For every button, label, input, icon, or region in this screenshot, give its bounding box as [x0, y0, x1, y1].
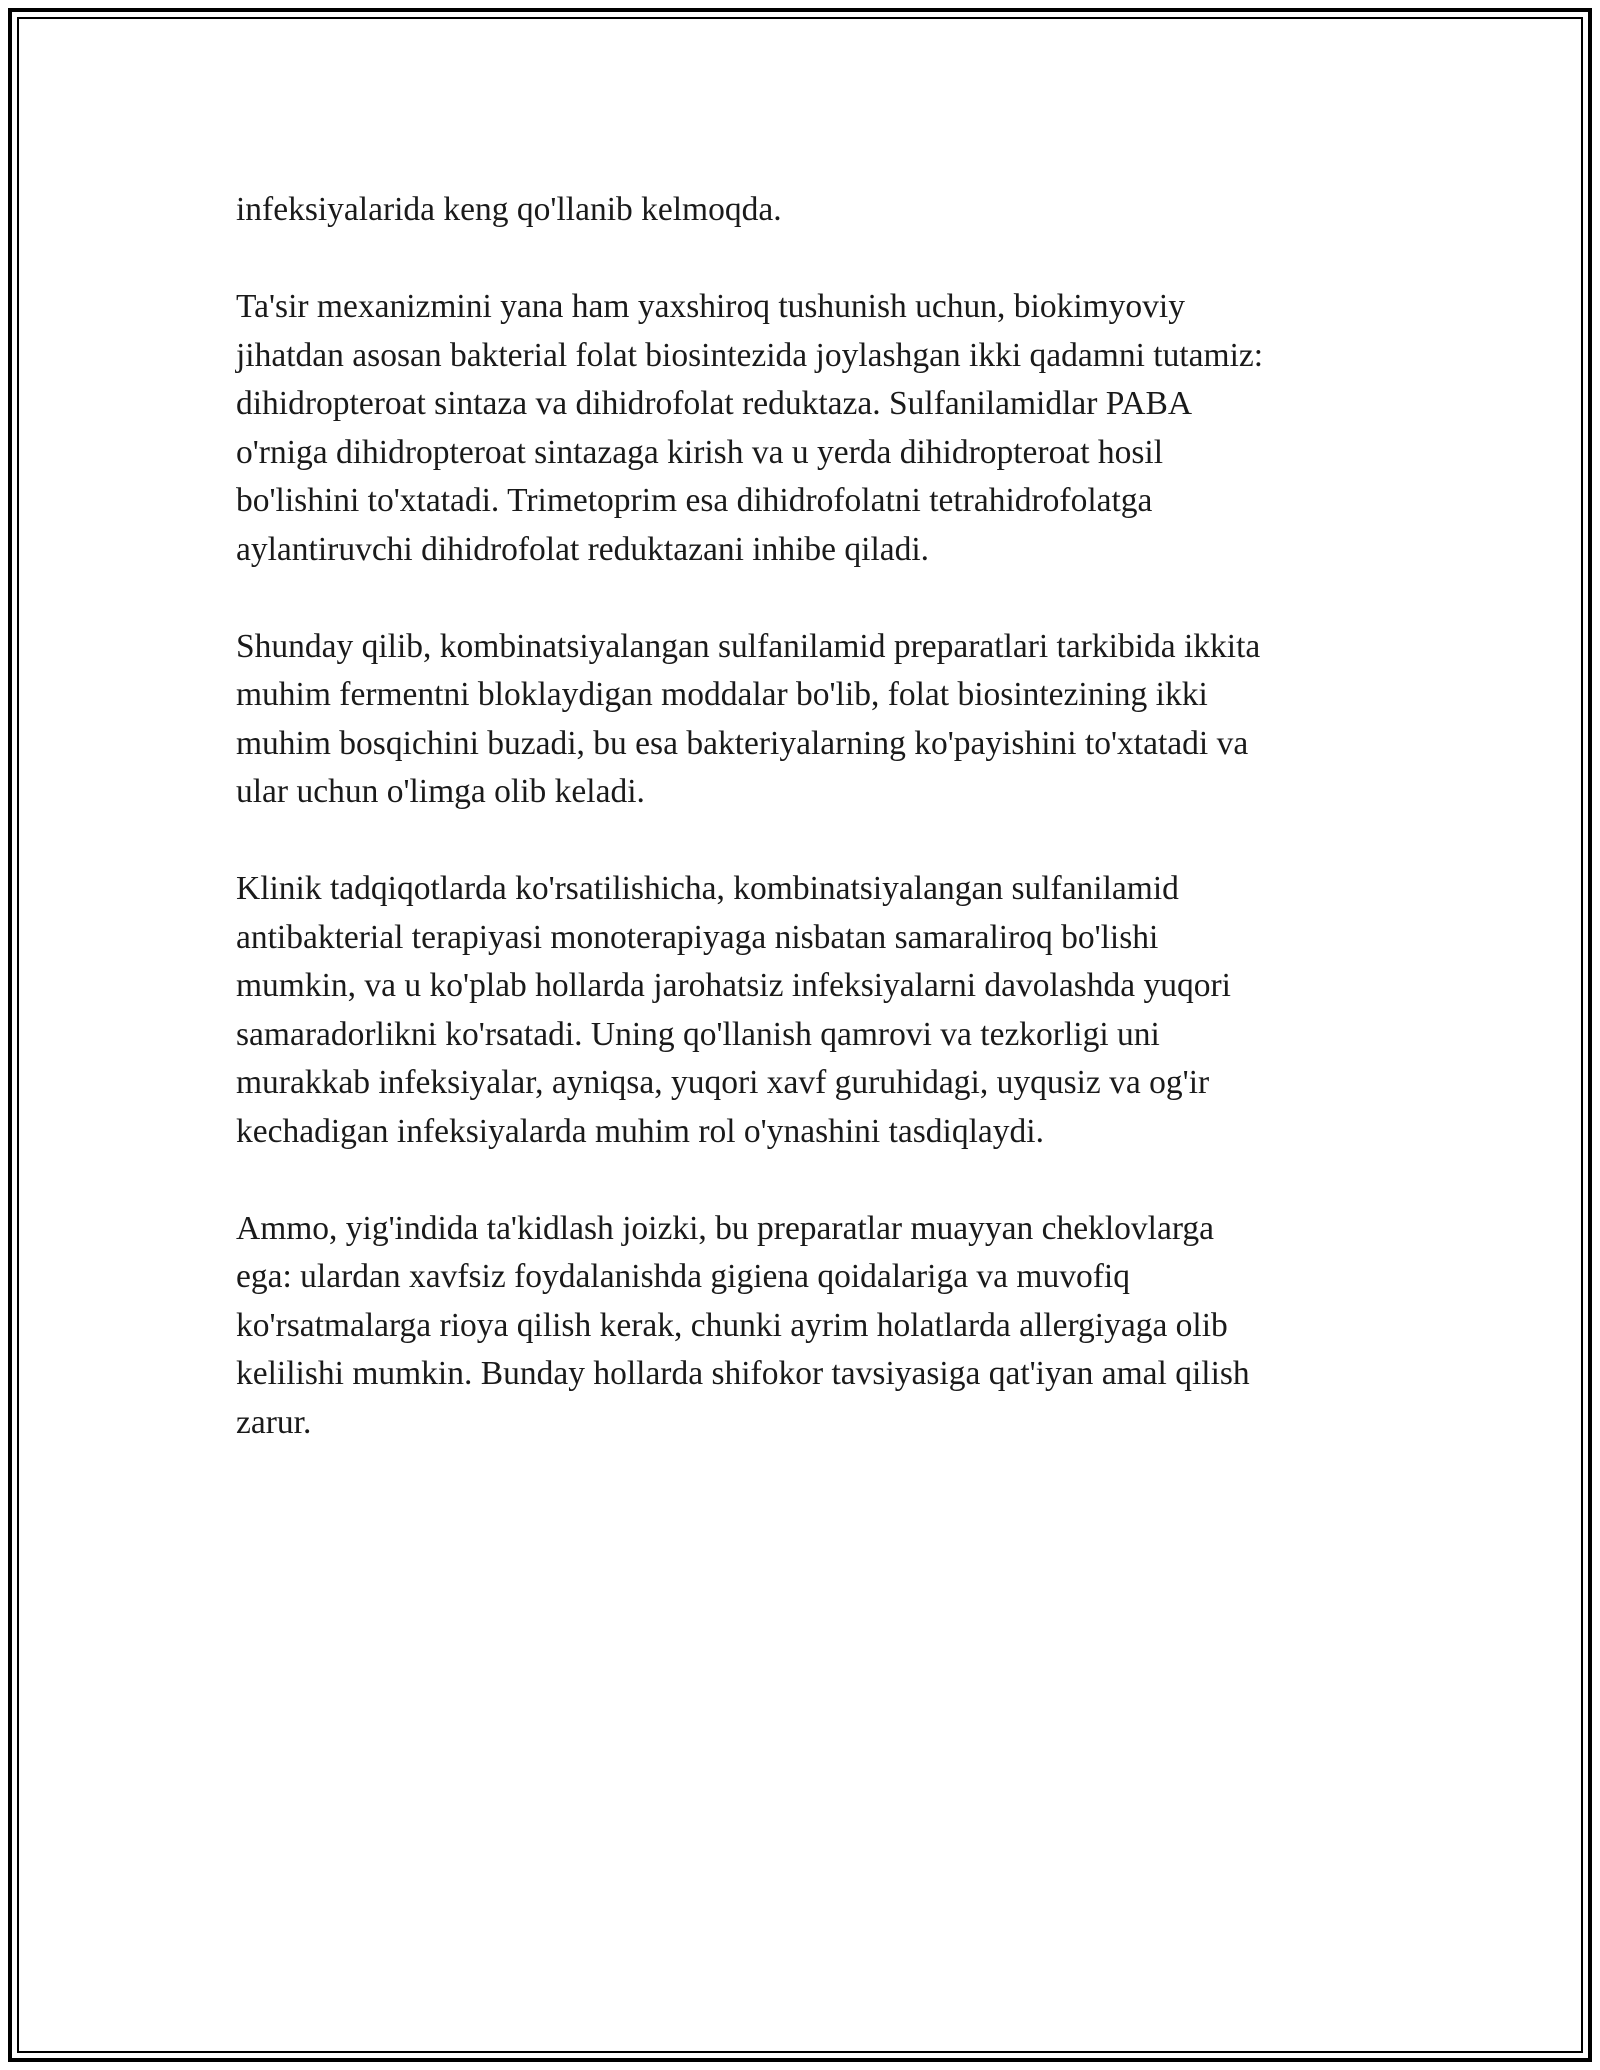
paragraph-3 [236, 623, 1366, 817]
text-line: dihidropteroat sintaza va dihidrofolat reduktaza. Sulfanilamidlar PABA [236, 385, 1193, 422]
text-line: Ta'sir mexanizmini yana ham yaxshiroq tushunish uchun, biokimyoviy [236, 288, 1185, 325]
text-line: bo'lishini to'xtatadi. Trimetoprim esa dihidrofolatni tetrahidrofolatga [236, 482, 1153, 519]
text-line: Shunday qilib, kombinatsiyalangan sulfanilamid preparatlari tarkibida ikkita [236, 627, 1261, 665]
text-line: zarur. [236, 1403, 312, 1441]
paragraph-5 [236, 1205, 1366, 1448]
text-line: antibakterial terapiyasi monoterapiyaga nisbatan samaraliroq bo'lishi [236, 918, 1159, 956]
paragraph-2 [236, 283, 1366, 574]
text-line: muhim bosqichini buzadi, bu esa bakteriyalarning ko'payishini to'xtatadi va [236, 724, 1249, 762]
paragraph-4 [236, 865, 1366, 1156]
text-line: aylantiruvchi dihidrofolat reduktazani inhibe qiladi. [236, 530, 930, 568]
text-line: murakkab infeksiyalar, ayniqsa, yuqori xavf guruhidagi, uyqusiz va og'ir [236, 1064, 1210, 1101]
text-line: kelilishi mumkin. Bunday hollarda shifokor tavsiyasiga qat'iyan amal qilish [236, 1355, 1250, 1392]
text-line: jihatdan asosan bakterial folat biosintezida joylashgan ikki qadamni tutamiz: [236, 336, 1264, 374]
text-line: ega: ulardan xavfsiz foydalanishda gigiena qoidalariga va muvofiq [236, 1258, 1130, 1295]
text-line: kechadigan infeksiyalarda muhim rol o'ynashini tasdiqlaydi. [236, 1112, 1044, 1150]
text-line: muhim fermentni bloklaydigan moddalar bo'lib, folat biosintezining ikki [236, 676, 1208, 713]
text-line: o'rniga dihidropteroat sintazaga kirish va u yerda dihidropteroat hosil [236, 433, 1164, 471]
text-line: Ammo, yig'indida ta'kidlash joizki, bu preparatlar muayyan cheklovlarga [236, 1209, 1215, 1247]
text-line: mumkin, va u ko'plab hollarda jarohatsiz infeksiyalarni davolashda yuqori [236, 967, 1231, 1004]
text-line: Klinik tadqiqotlarda ko'rsatilishicha, kombinatsiyalangan sulfanilamid [236, 870, 1179, 907]
text-line: infeksiyalarida keng qo'llanib kelmoqda. [236, 191, 782, 228]
text-line: samaradorlikni ko'rsatadi. Uning qo'llanish qamrovi va tezkorligi uni [236, 1015, 1160, 1053]
document-body [236, 186, 1366, 1496]
text-line: ko'rsatmalarga rioya qilish kerak, chunki ayrim holatlarda allergiyaga olib [236, 1306, 1228, 1344]
text-line: ular uchun o'limga olib keladi. [236, 773, 645, 810]
paragraph-1 [236, 186, 1366, 235]
